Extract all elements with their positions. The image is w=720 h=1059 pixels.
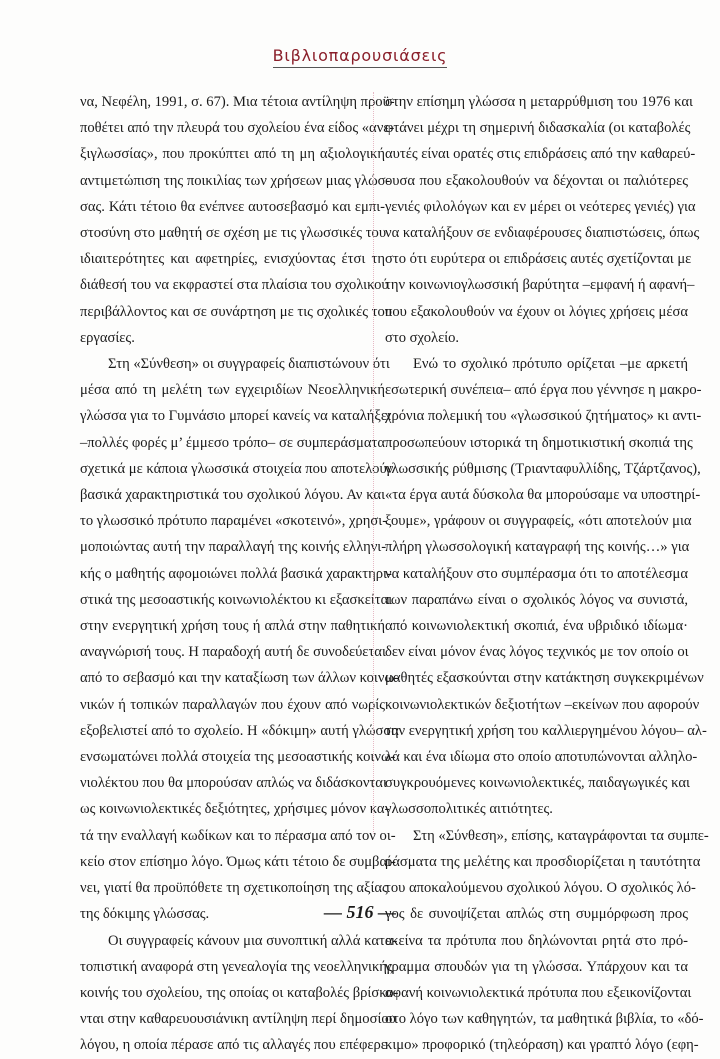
text-line: εσωτερική συνέπεια– από έργα που γέννησε η μακρο- (385, 382, 702, 399)
text-line: ξιγλωσσίας», που προκύπτει από τη μη αξιολογική (80, 146, 385, 163)
text-line: σας. Κάτι τέτοιο θα ενέπνεε αυτοσεβασμό και εμπι- (80, 198, 385, 215)
text-line: στο λόγο των καθηγητών, τα μαθητικά βιβλία, το «δό- (385, 1011, 704, 1028)
text-line: τά την εναλλαγή κωδίκων και το πέρασμα από τον οι- (80, 827, 396, 844)
text-line: –πολλές φορές μ’ έμμεσο τρόπο– σε συμπεράσματα (80, 434, 385, 451)
text-line: δεν είναι μόνον ένας λόγος τεχνικός με τον οποίο οι (385, 644, 689, 661)
text-line: μέσα από τη μελέτη των εγχειριδίων Νεοελληνική (80, 382, 385, 399)
running-header (0, 46, 720, 66)
text-line: ιδιαιτερότητες και αφετηρίες, ενισχύοντας έτσι τη (80, 251, 385, 268)
text-line: μοποιώντας αυτή την παραλλαγή της κοινής ελληνι- (80, 539, 387, 556)
text-line: ενσωματώνει πολλά στοιχεία της μεσοαστικής κοινω- (80, 749, 396, 766)
text-line: ουσα που εξακολουθούν να δέχονται οι παλιότερες (385, 172, 688, 189)
text-line: αναγνώρισή τους. Η παραδοχή αυτή δε συνοδεύεται (80, 644, 386, 661)
text-line: γλώσσα για το Γυμνάσιο μπορεί κανείς να καταλήξει (80, 408, 391, 425)
text-line: ποθέτει από την πλευρά του σχολείου ένα είδος «ανε- (80, 120, 395, 137)
text-line: από το σεβασμό και την καταξίωση των άλλων κοινω- (80, 670, 399, 687)
text-line: γλωσσοπολιτικές αιτιότητες. (385, 801, 553, 818)
text-line: πλήρη γλωσσολογική καταγραφή της κοινής…» για (385, 539, 690, 556)
text-line: εργασίες. (80, 329, 135, 346)
text-line: στικά της μεσοαστικής κοινωνιολέκτου κι εξασκείται (80, 591, 393, 608)
text-line: νται στην καθαρευουσιάνικη αντίληψη περί δημοσίου (80, 1011, 396, 1028)
section-title: Βιβλιοπαρουσιάσεις (273, 46, 448, 68)
text-line: να, Νεφέλη, 1991, σ. 67). Μια τέτοια αντίληψη προϋ- (80, 94, 395, 110)
text-line: στοσύνη στο μαθητή σε σχέση με τις γλωσσικές του (80, 225, 387, 242)
column-divider (373, 92, 374, 834)
text-line: ως κοινωνιολεκτικές δεξιότητες, χρήσιμες μόνον κα- (80, 801, 390, 818)
text-line: κής ο μαθητής αφομοιώνει πολλά βασικά χαρακτηρι- (80, 565, 392, 582)
text-line: Στη «Σύνθεση», επίσης, καταγράφονται τα συμπε- (413, 827, 709, 844)
text-line: λόγου, η οποία πέρασε από τις αλλαγές που επέφερε (80, 1037, 387, 1054)
text-line: γραμμα σπουδών για τη γλώσσα. Υπάρχουν και τα (385, 958, 688, 975)
text-line: να καταλήξουν στο συμπέρασμα ότι το αποτέλεσμα (385, 565, 688, 582)
text-line: Οι συγγραφείς κάνουν μια συνοπτική αλλά κατα- (108, 932, 398, 949)
text-line: νει, γιατί θα προϋπόθετε τη σχετικοποίηση της αξίας (80, 880, 388, 897)
text-line: στην ενεργητική χρήση τους ή απλά στην παθητική (80, 618, 385, 635)
text-line: κοινής του σχολείου, της οποίας οι καταβολές βρίσκο- (80, 984, 399, 1001)
text-line: αντιμετώπιση της ποικιλίας των χρήσεων μιας γλώσ- (80, 172, 391, 189)
text-line: Στη «Σύνθεση» οι συγγραφείς διαπιστώνουν ότι (108, 356, 390, 373)
text-line: στο σχολείο. (385, 329, 460, 346)
text-line: κείο στον επίσημο λόγο. Όμως κάτι τέτοιο δε συμβαί- (80, 853, 396, 870)
text-line: το γλωσσικό πρότυπο παραμένει «σκοτεινό», χρησι- (80, 513, 388, 530)
text-line: «τα έργα αυτά δύσκολα θα μπορούσαμε να υποστηρί- (385, 487, 701, 504)
text-line: γενιές φιλολόγων και εν μέρει οι νεότερες γενιές) για (385, 198, 696, 215)
text-line: αφανή κοινωνιολεκτικά πρότυπα που εξεικονίζονται (385, 984, 692, 1001)
text-line: Ενώ το σχολικό πρότυπο ορίζεται –με αρκετή (413, 356, 688, 373)
text-line: να καταλήξουν σε ενδιαφέρουσες διαπιστώσεις, όπως (385, 225, 700, 242)
text-line: κοινωνιολεκτικών δεξιοτήτων –εκείνων που αφορούν (385, 696, 700, 713)
text-line: στην επίσημη γλώσσα η μεταρρύθμιση του 1976 και (385, 94, 693, 110)
text-line: στο ότι ευρύτερα οι επιδράσεις αυτές σχετίζονται με (385, 251, 692, 268)
text-line: του αποκαλούμενου σχολικού λόγου. Ο σχολικός λό- (385, 880, 696, 897)
text-line: ξουμε», γράφουν οι συγγραφείς, «ότι αποτελούν μια (385, 513, 692, 530)
text-line: βασικά χαρακτηριστικά του σχολικού λόγου. Αν και (80, 487, 385, 504)
text-line: κιμο» προφορικό (τηλεόραση) και γραπτό λόγο (εφη- (385, 1037, 699, 1054)
text-line: εκείνα τα πρότυπα που δηλώνονται ρητά στο πρό- (385, 932, 688, 949)
text-line: χρόνια πολεμική του «γλωσσικού ζητήματος» κι αντι- (385, 408, 702, 425)
text-line: εξοβελιστεί από το σχολείο. Η «δόκιμη» αυτή γλώσσα (80, 722, 399, 739)
text-line: των παραπάνω είναι ο σχολικός λόγος να συνιστά, (385, 591, 688, 608)
text-line: αυτές είναι ορατές στις επιδράσεις από την καθαρεύ- (385, 146, 696, 163)
text-line: τοπιστική αναφορά στη γενεαλογία της νεοελληνικής (80, 958, 393, 975)
text-line: νικών ή τοπικών παραλλαγών που έχουν από νωρίς (80, 696, 385, 713)
text-line: διάθεσή του να εκφραστεί στα πλαίσια του σχολικού (80, 277, 389, 294)
text-line: από κοινωνιολεκτική σκοπιά, ένα υβριδικό ιδίωμα· (385, 618, 688, 635)
text-line: σχετικά με κάποια γλωσσικά στοιχεία που αποτελούν (80, 460, 394, 477)
text-line: γος δε συνοψίζεται απλώς στη συμμόρφωση προς (385, 906, 688, 923)
text-line: μαθητές εξασκούνται στην κατάκτηση συγκεκριμένων (385, 670, 704, 687)
text-line: προσωπεύουν ιστορικά τη δημοτικιστική σκοπιά της (385, 434, 693, 451)
page-number: — 516 — (324, 902, 396, 922)
text-line: ράσματα της μελέτης και προσδιορίζεται η ταυτότητα (385, 853, 701, 870)
text-line: συγκρουόμενες κοινωνιολεκτικές, παιδαγωγικές και (385, 775, 690, 792)
text-line: την ενεργητική χρήση του καλλιεργημένου λόγου– αλ- (385, 722, 707, 739)
text-line: γλωσσικής ρύθμισης (Τριανταφυλλίδης, Τζάρτζανος), (385, 460, 701, 477)
text-line: περιβάλλοντος και σε συνάρτηση με τις σχολικές του (80, 303, 393, 320)
text-line: φτάνει μέχρι τη σημερινή διδασκαλία (οι καταβολές (385, 120, 691, 137)
text-line: την κοινωνιογλωσσική βαρύτητα –εμφανή ή αφανή– (385, 277, 695, 294)
text-line: που εξακολουθούν να έχουν οι λόγιες χρήσεις μέσα (385, 303, 688, 320)
text-line: νιολέκτου που θα μπορούσαν απλώς να διδάσκονται (80, 775, 387, 792)
text-line: λά και ένα ιδίωμα στο οποίο αποτυπώνονται αλληλο- (385, 749, 698, 766)
text-line: της δόκιμης γλώσσας. (80, 906, 210, 923)
